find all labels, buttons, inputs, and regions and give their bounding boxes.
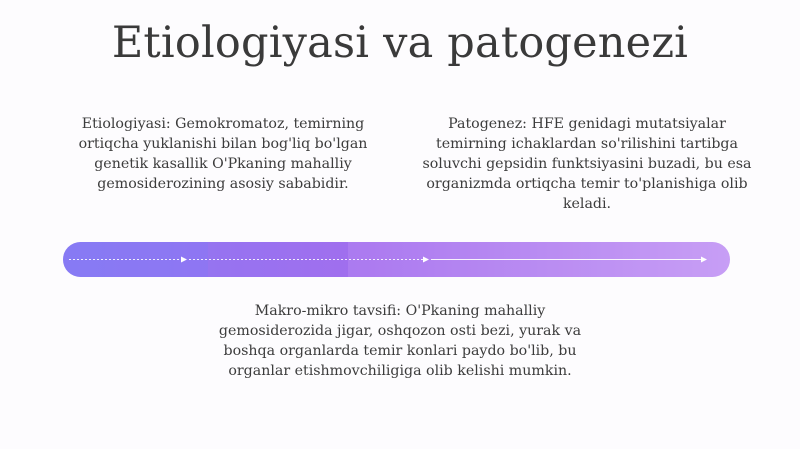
timeline-bar — [63, 242, 730, 277]
slide-title: Etiologiyasi va patogenezi — [111, 18, 689, 68]
etiology-text: Etiologiyasi: Gemokromatoz, temirning ortiqcha yuklanishi bilan bog'liq bo'lgan genetik kasallik O'Pkaning mahalliy gemosiderozining asosiy sababidir. — [78, 116, 368, 192]
arrow-head-2 — [423, 257, 429, 263]
arrow-head-3 — [701, 257, 707, 263]
timeline-arrows — [63, 242, 730, 277]
macro-micro-text: Makro-mikro tavsifi: O'Pkaning mahalliy gemosiderozida jigar, oshqozon osti bezi, yurak va boshqa organlarda temir konlari paydo bo'lib, bu organlar etishmovchiligiga olib kelishi mumkin. — [218, 303, 582, 379]
arrow-head-1 — [181, 257, 187, 263]
pathogenesis-text: Patogenez: HFE genidagi mutatsiyalar temirning ichaklardan so'rilishini tartibga soluvchi gepsidin funktsiyasini buzadi, bu esa organizmda ortiqcha temir to'planishiga olib keladi. — [422, 116, 752, 212]
